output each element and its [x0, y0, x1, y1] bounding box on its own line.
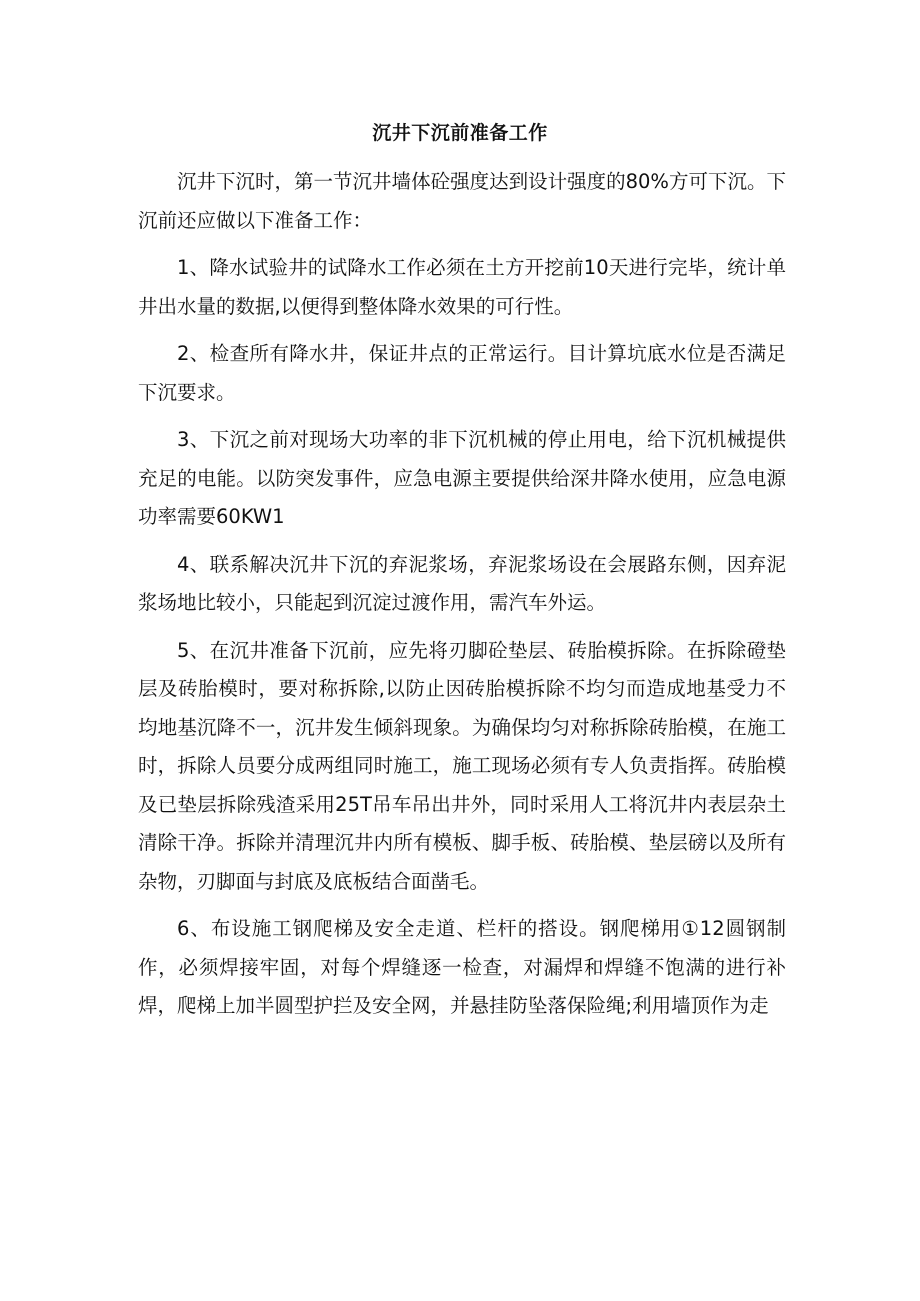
paragraph-item-4: 4、联系解决沉井下沉的弃泥浆场，弃泥浆场设在会展路东侧，因弃泥浆场地比较小，只能起到沉淀过渡作用，需汽车外运。 [138, 552, 786, 614]
paragraph-intro: 沉井下沉时，第一节沉井墙体砼强度达到设计强度的80%方可下沉。下沉前还应做以下准备工作： [138, 170, 786, 232]
paragraph-item-2: 2、检查所有降水井，保证井点的正常运行。目计算坑底水位是否满足下沉要求。 [138, 342, 786, 404]
paragraph-item-5: 5、在沉井准备下沉前，应先将刃脚砼垫层、砖胎模拆除。在拆除磴垫层及砖胎模时，要对称拆除,以防止因砖胎模拆除不均匀而造成地基受力不均地基沉降不一，沉井发生倾斜现象。为确保均匀对称拆除砖胎模，在施工时，拆除人员要分成两组同时施工，施工现场必须有专人负责指挥。砖胎模及已垫层拆除残渣采用25T吊车吊出井外，同时采用人工将沉井内表层杂土清除干净。拆除并清理沉井内所有模板、脚手板、砖胎模、垫层磅以及所有杂物，刃脚面与封底及底板结合面凿毛。 [138, 638, 786, 893]
document-body [138, 163, 786, 1035]
paragraph-item-1: 1、降水试验井的试降水工作必须在土方开挖前10天进行完毕，统计单井出水量的数据,以便得到整体降水效果的可行性。 [138, 256, 786, 318]
document-title: 沉井下沉前准备工作 [372, 122, 548, 144]
paragraph-item-3: 3、下沉之前对现场大功率的非下沉机械的停止用电，给下沉机械提供充足的电能。以防突发事件，应急电源主要提供给深井降水使用，应急电源功率需要60KW1 [138, 428, 786, 528]
paragraph-item-6: 6、布设施工钢爬梯及安全走道、栏杆的搭设。钢爬梯用①12圆钢制作，必须焊接牢固，对每个焊缝逐一检查，对漏焊和焊缝不饱满的进行补焊，爬梯上加半圆型护拦及安全网，并悬挂防坠落保险绳;利用墙顶作为走 [138, 917, 786, 1017]
